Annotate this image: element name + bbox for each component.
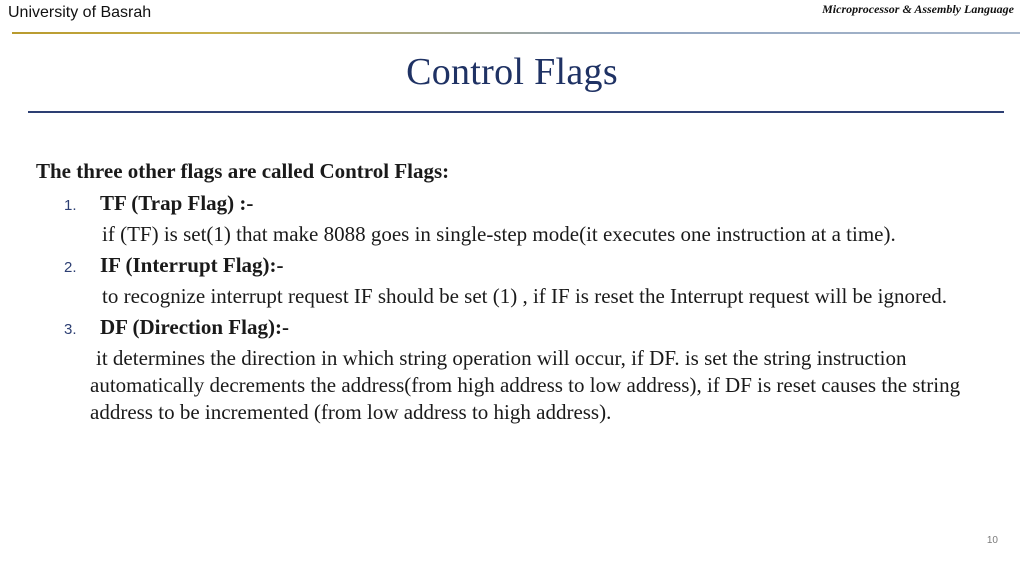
- list-item-number: 2.: [64, 259, 77, 276]
- list-item-heading: [64, 314, 1006, 345]
- intro-text: The three other flags are called Control Flags:: [36, 159, 450, 183]
- list-item-description: it determines the direction in which string operation will occur, if DF. is set the string instruction automatically decrements the address(from high address to low address), if DF is reset causes the string address to be incremented (from low address to high address).: [90, 346, 961, 424]
- page-number: 10: [986, 535, 998, 546]
- header-divider: [12, 32, 1020, 34]
- list-item-title: IF (Interrupt Flag):-: [100, 253, 284, 277]
- list-item-title: TF (Trap Flag) :-: [100, 191, 254, 215]
- list-item-title: DF (Direction Flag):-: [100, 315, 289, 339]
- list-item-heading: [64, 252, 1006, 283]
- list-item: [36, 252, 1006, 310]
- list-item-number: 3.: [64, 321, 77, 338]
- list-item-description: if (TF) is set(1) that make 8088 goes in single-step mode(it executes one instruction at a time).: [102, 222, 896, 246]
- list-item-description: to recognize interrupt request IF should be set (1) , if IF is reset the Interrupt request will be ignored.: [102, 284, 948, 308]
- institution-name: University of Basrah: [8, 4, 152, 21]
- list-item-heading: [64, 190, 1006, 221]
- list-item-number: 1.: [64, 197, 77, 214]
- list-item: [36, 314, 1006, 426]
- course-name: Microprocessor & Assembly Language: [822, 2, 1014, 16]
- title-divider: [28, 111, 1004, 113]
- slide-content: [36, 158, 1006, 430]
- list-item: [36, 190, 1006, 248]
- slide-title: Control Flags: [406, 51, 618, 93]
